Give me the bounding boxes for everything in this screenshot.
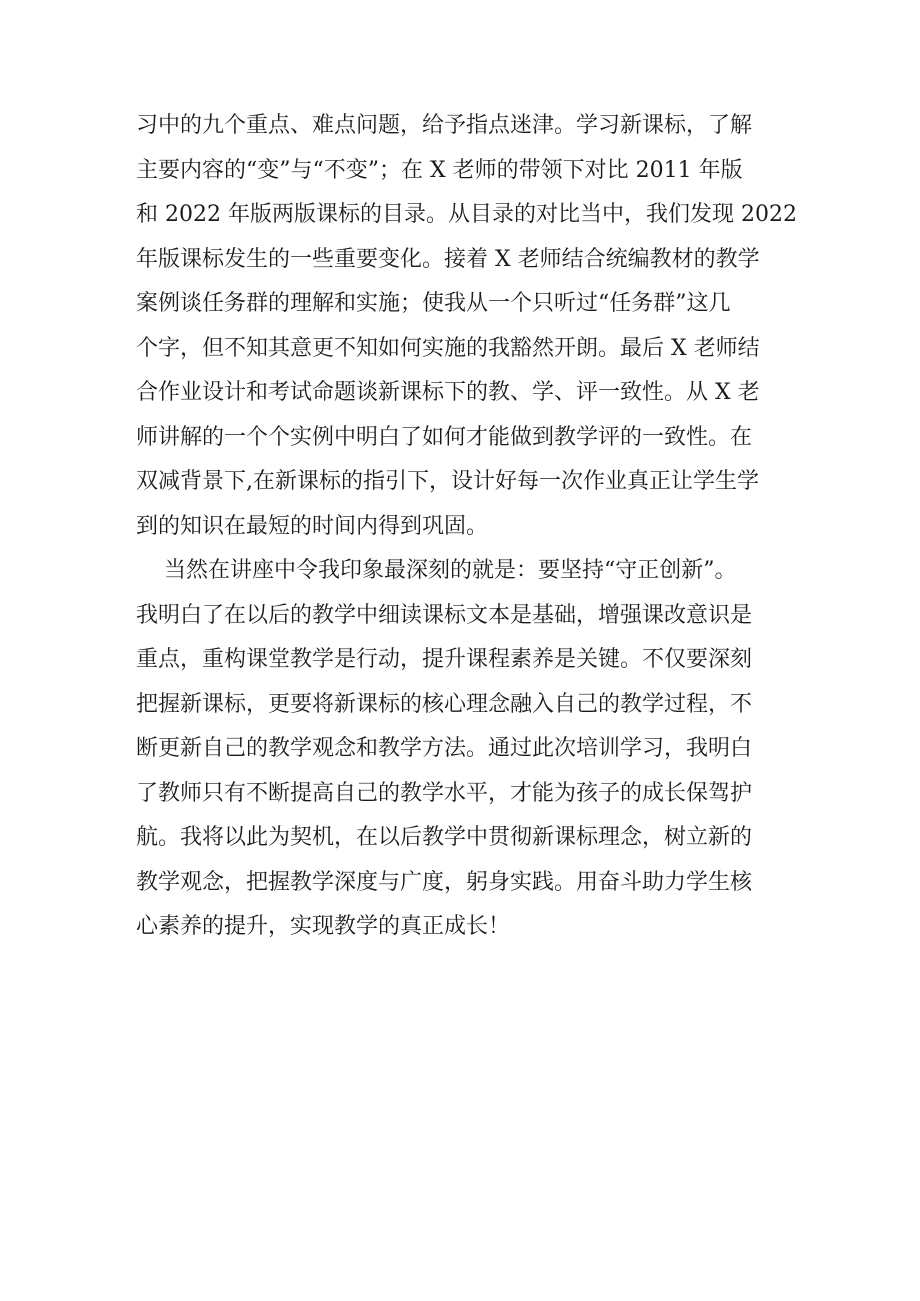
text-line: 教学观念，把握教学深度与广度，躬身实践。用奋斗助力学生核 [136,869,753,895]
text-line: 案例谈任务群的理解和实施；使我从一个只听过“任务群”这几 [136,291,731,316]
paragraph-1 [136,104,806,549]
text-line: 到的知识在最短的时间内得到巩固。 [136,513,489,539]
text-line: 主要内容的“变”与“不变”；在 X 老师的带领下对比 2011 年版 [136,157,743,183]
text-line: 了教师只有不断提高自己的教学水平，才能为孩子的成长保驾护 [136,780,753,806]
text-line: 心素养的提升，实现教学的真正成长！ [136,914,511,939]
text-line: 双减背景下,在新课标的指引下，设计好每一次作业真正让学生学 [136,469,759,494]
text-line: 年版课标发生的一些重要变化。接着 X 老师结合统编教材的教学 [136,246,760,272]
text-line: 把握新课标，更要将新课标的核心理念融入自己的教学过程，不 [136,691,753,717]
text-line: 当然在讲座中令我印象最深刻的就是：要坚持“守正创新”。 [136,558,737,583]
text-line: 师讲解的一个个实例中明白了如何才能做到教学评的一致性。在 [136,424,753,450]
text-line: 合作业设计和考试命题谈新课标下的教、学、评一致性。从 X 老 [136,380,760,405]
text-line: 和 2022 年版两版课标的目录。从目录的对比当中，我们发现 2022 [136,202,797,227]
text-line: 断更新自己的教学观念和教学方法。通过此次培训学习，我明白 [136,736,753,761]
text-line: 重点，重构课堂教学是行动，提升课程素养是关键。不仅要深刻 [136,647,753,672]
text-line: 个字，但不知其意更不知如何实施的我豁然开朗。最后 X 老师结 [136,335,760,361]
paragraph-2 [136,549,806,950]
body-text [136,104,806,950]
text-line: 习中的九个重点、难点问题，给予指点迷津。学习新课标，了解 [136,113,753,138]
text-line: 我明白了在以后的教学中细读课标文本是基础，增强课改意识是 [136,602,753,628]
text-line: 航。我将以此为契机，在以后教学中贯彻新课标理念，树立新的 [136,825,753,850]
